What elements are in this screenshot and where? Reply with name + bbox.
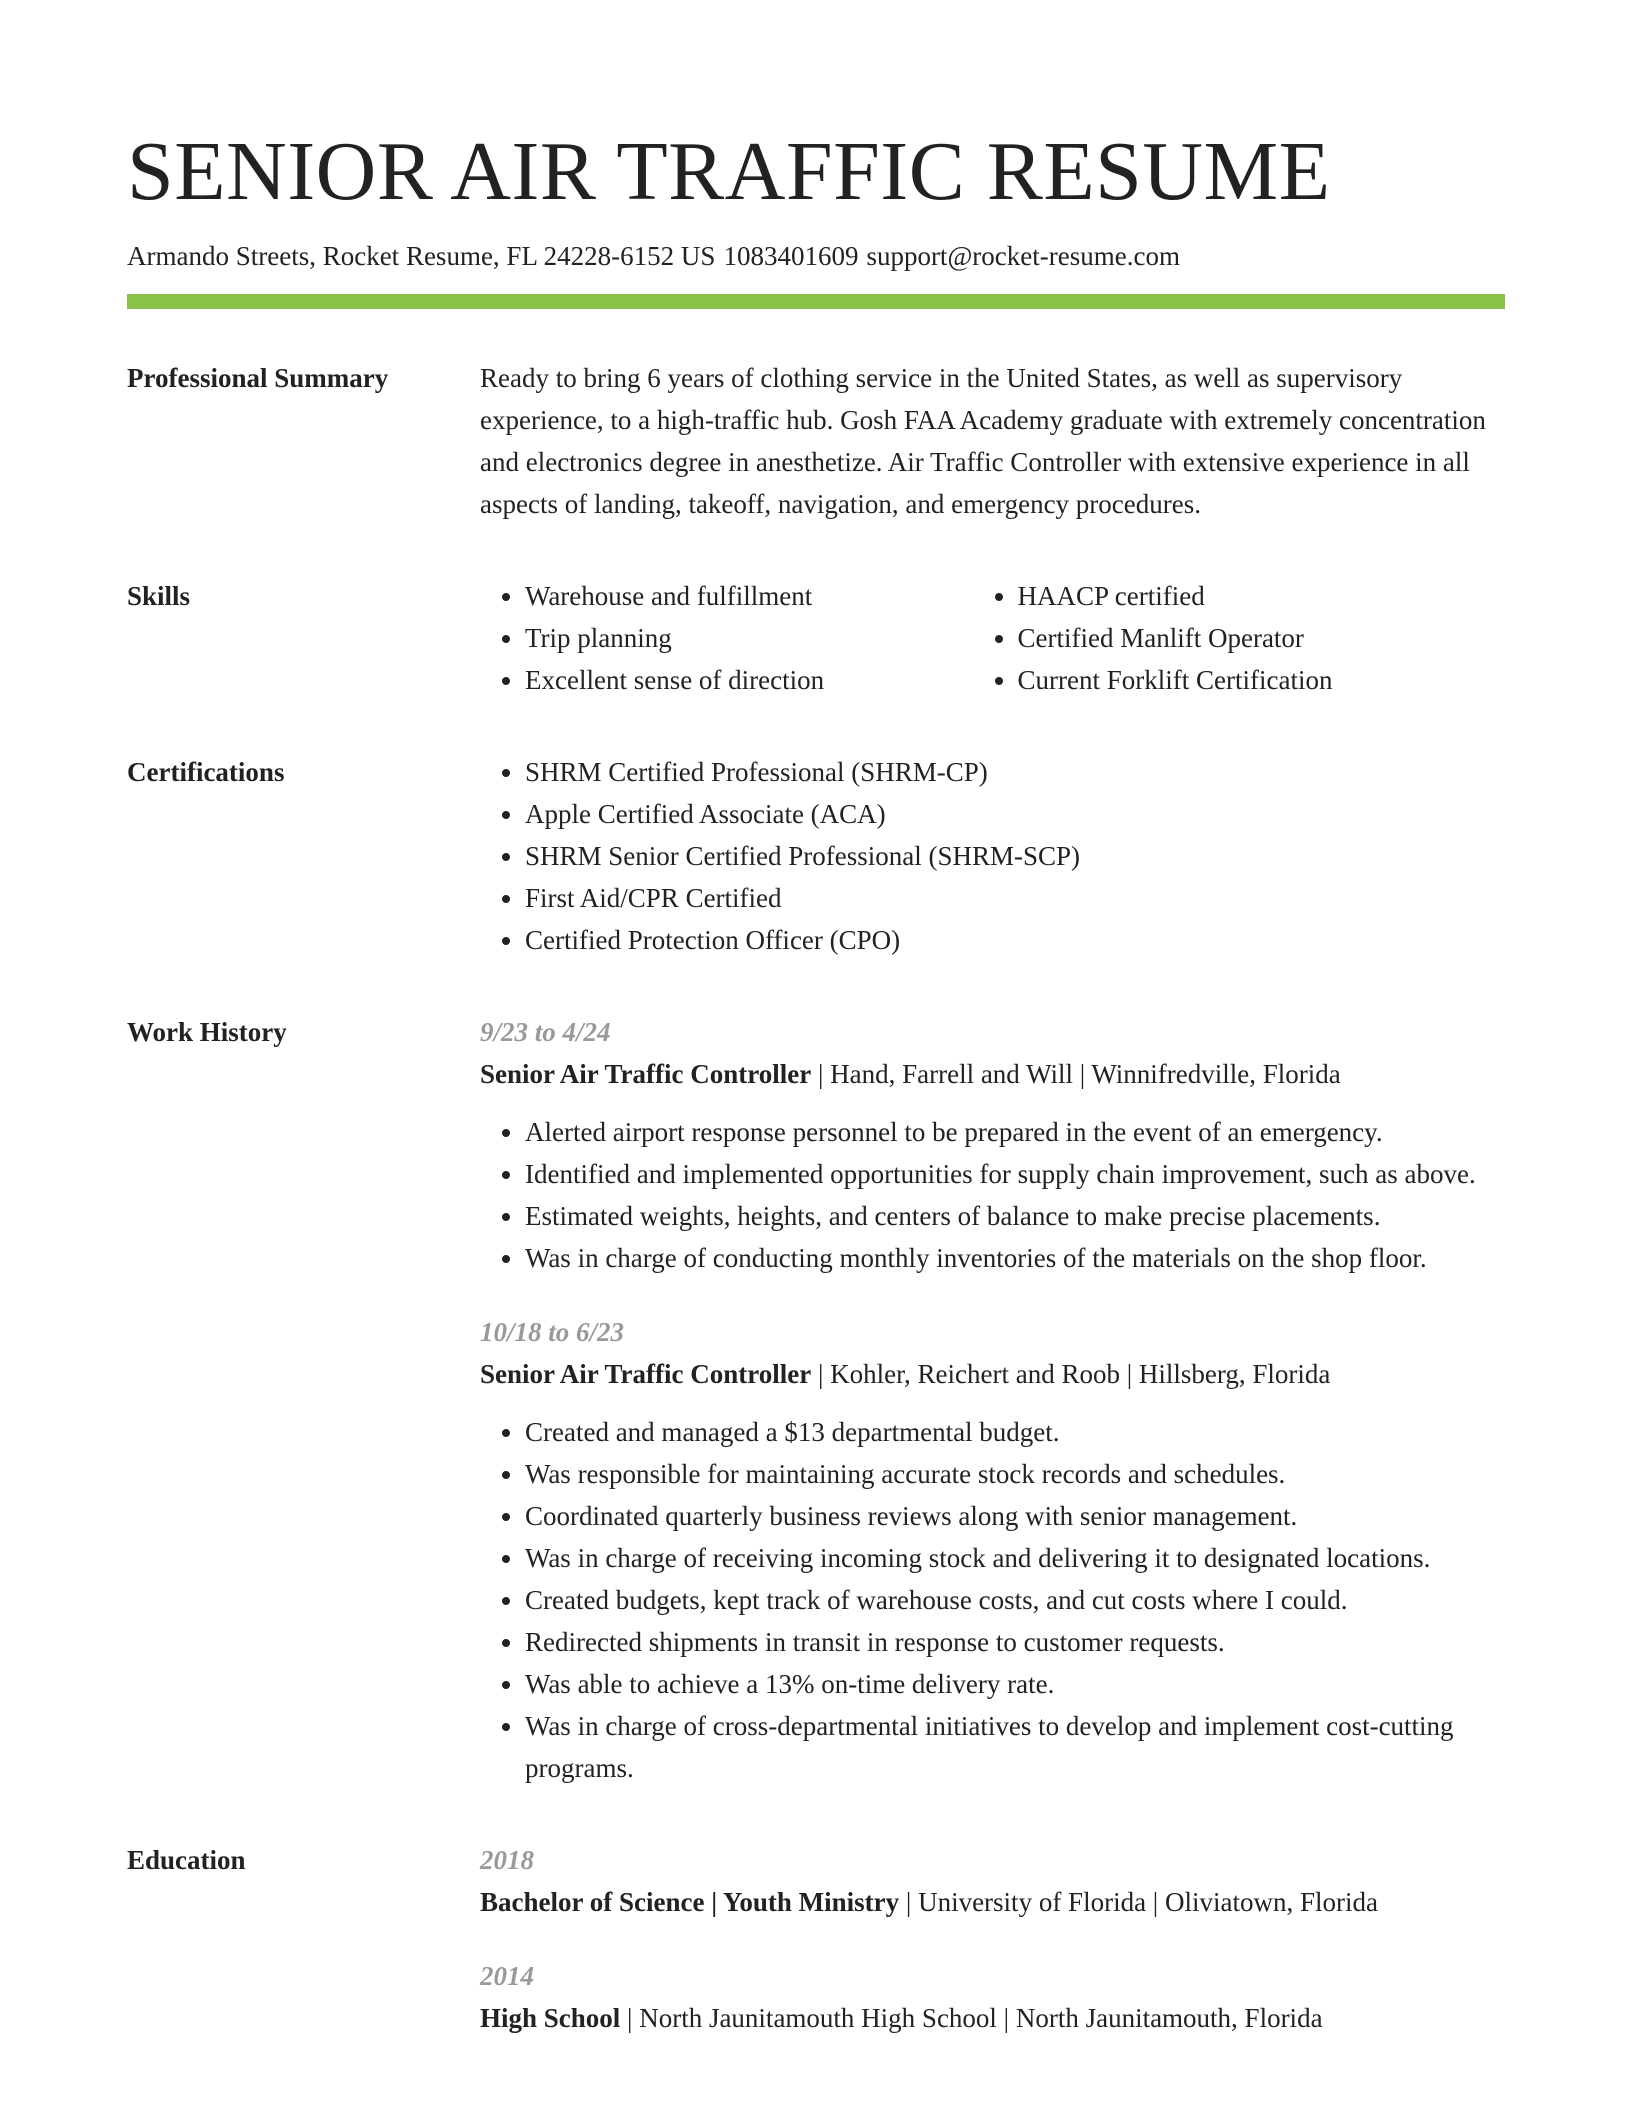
job-heading <box>480 1053 1505 1095</box>
skills-list <box>480 575 1505 701</box>
contact-line <box>127 238 1505 274</box>
job-bullets <box>480 1411 1505 1789</box>
job-bullet: • Estimated weights, heights, and centers of balance to make precise placements. <box>525 1195 1505 1237</box>
job-bullet: • Was in charge of cross-departmental initiatives to develop and implement cost-cutting programs. <box>525 1705 1505 1789</box>
skill-item: • Excellent sense of direction <box>525 659 973 701</box>
certifications-section <box>127 751 1505 961</box>
job-bullet: • Redirected shipments in transit in response to customer requests. <box>525 1621 1505 1663</box>
summary-section <box>127 357 1505 525</box>
skills-column <box>973 575 1505 701</box>
job-bullet: • Was in charge of conducting monthly inventories of the materials on the shop floor. <box>525 1237 1505 1279</box>
education-section <box>127 1839 1505 2039</box>
section-label: Work History <box>127 1017 287 1047</box>
skills-section <box>127 575 1505 701</box>
certifications-list <box>480 751 1505 961</box>
skill-item: • Warehouse and fulfillment <box>525 575 973 617</box>
skills-column <box>480 575 973 701</box>
job-bullet: • Coordinated quarterly business reviews along with senior management. <box>525 1495 1505 1537</box>
job-bullet: • Was responsible for maintaining accurate stock records and schedules. <box>525 1453 1505 1495</box>
certification-item: • Apple Certified Associate (ACA) <box>525 793 1505 835</box>
certification-item: • SHRM Senior Certified Professional (SHRM-SCP) <box>525 835 1505 877</box>
job-entry <box>480 1011 1505 1279</box>
skill-item: • HAACP certified <box>1018 575 1505 617</box>
job-bullet: • Created and managed a $13 departmental budget. <box>525 1411 1505 1453</box>
summary-text: Ready to bring 6 years of clothing service in the United States, as well as supervisory experience, to a high-traffic hub. Gosh FAA Academy graduate with extremely concentration and electronics degree in anesthetize. Air Traffic Controller with extensive experience in all aspects of landing, takeoff, navigation, and emergency procedures. <box>480 363 1486 519</box>
skill-item: • Trip planning <box>525 617 973 659</box>
job-bullet: • Created budgets, kept track of warehouse costs, and cut costs where I could. <box>525 1579 1505 1621</box>
contact-email: support@rocket-resume.com <box>866 241 1180 271</box>
section-label: Professional Summary <box>127 363 389 393</box>
education-degree: Bachelor of Science | Youth Ministry <box>480 1887 900 1917</box>
job-details: | Hand, Farrell and Will | Winnifredville, Florida <box>811 1059 1341 1089</box>
work-history-section <box>127 1011 1505 1789</box>
contact-phone: 1083401609 <box>723 241 859 271</box>
job-bullet: • Was in charge of receiving incoming stock and delivering it to designated locations. <box>525 1537 1505 1579</box>
resume-title: SENIOR AIR TRAFFIC RESUME <box>127 125 1331 218</box>
job-bullet: • Alerted airport response personnel to be prepared in the event of an emergency. <box>525 1111 1505 1153</box>
education-details: | North Jaunitamouth High School | North Jaunitamouth, Florida <box>620 2003 1323 2033</box>
job-title: Senior Air Traffic Controller <box>480 1359 812 1389</box>
education-year: 2014 <box>480 1961 534 1991</box>
contact-address: Armando Streets, Rocket Resume, FL 24228-6152 US <box>127 241 716 271</box>
job-dates: 9/23 to 4/24 <box>480 1017 611 1047</box>
section-label: Skills <box>127 581 191 611</box>
skill-item: • Current Forklift Certification <box>1018 659 1505 701</box>
education-heading <box>480 1881 1505 1923</box>
job-heading <box>480 1353 1505 1395</box>
education-details: | University of Florida | Oliviatown, Florida <box>899 1887 1378 1917</box>
education-year: 2018 <box>480 1845 534 1875</box>
section-label: Certifications <box>127 757 285 787</box>
job-details: | Kohler, Reichert and Roob | Hillsberg, Florida <box>811 1359 1331 1389</box>
education-degree: High School <box>480 2003 621 2033</box>
job-bullets <box>480 1111 1505 1279</box>
job-entry <box>480 1311 1505 1789</box>
certification-item: • First Aid/CPR Certified <box>525 877 1505 919</box>
header-divider <box>127 294 1505 309</box>
skill-item: • Certified Manlift Operator <box>1018 617 1505 659</box>
job-dates: 10/18 to 6/23 <box>480 1317 625 1347</box>
education-heading <box>480 1997 1505 2039</box>
education-content <box>480 1839 1505 2039</box>
education-entry <box>480 1955 1505 2039</box>
job-title: Senior Air Traffic Controller <box>480 1059 812 1089</box>
work-history-content <box>480 1011 1505 1789</box>
education-entry <box>480 1839 1505 1923</box>
section-label: Education <box>127 1845 246 1875</box>
certification-item: • SHRM Certified Professional (SHRM-CP) <box>525 751 1505 793</box>
job-bullet: • Identified and implemented opportunities for supply chain improvement, such as above. <box>525 1153 1505 1195</box>
job-bullet: • Was able to achieve a 13% on-time delivery rate. <box>525 1663 1505 1705</box>
certification-item: • Certified Protection Officer (CPO) <box>525 919 1505 961</box>
